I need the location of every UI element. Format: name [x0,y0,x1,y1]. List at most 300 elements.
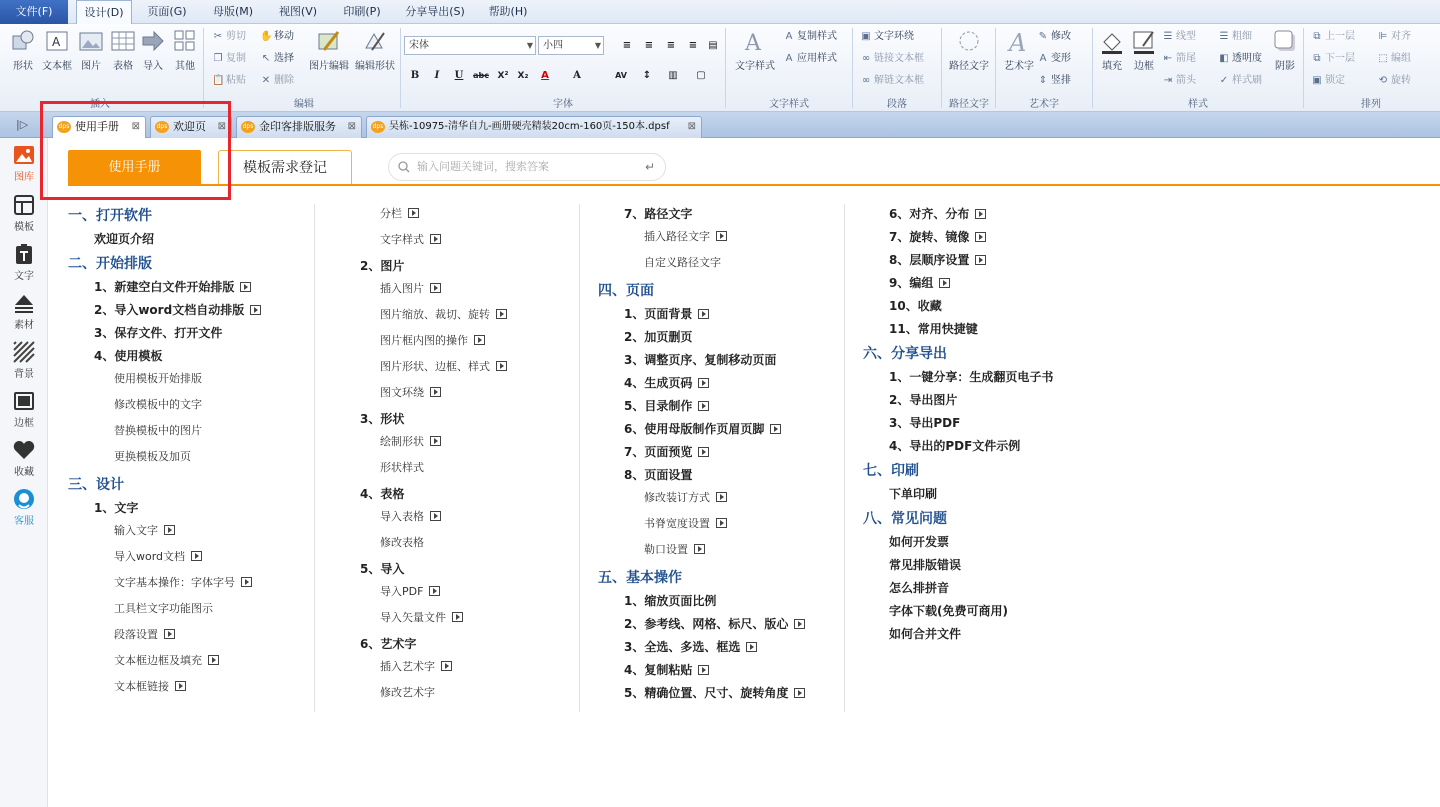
art-text-button[interactable]: A 艺术字 [1004,29,1034,72]
manual-link[interactable] [360,258,404,274]
cut-button[interactable]: ✂ 剪切 [212,28,246,46]
manual-link[interactable] [114,423,202,439]
manual-link[interactable] [624,352,776,368]
manual-link[interactable] [889,392,957,408]
image-edit-button[interactable]: 图片编辑 [306,28,352,72]
manual-link[interactable] [380,307,507,323]
video-play-icon[interactable] [975,209,986,219]
collapse-panel-icon[interactable]: |▷ [16,118,29,131]
brush-icon: ✓ [1219,75,1229,86]
manual-link-label: 4、复制粘贴 [624,663,693,677]
font-color-icon[interactable]: A [541,70,549,81]
section-heading[interactable] [598,568,682,588]
insert-table-label: 表格 [113,61,133,72]
manual-link[interactable] [94,348,162,364]
delete-button[interactable]: ✕ 删除 [260,72,294,90]
manual-link[interactable] [114,601,213,617]
distribute-icon[interactable]: ▤ [708,40,718,51]
copy-button[interactable]: ❐ 复制 [212,50,246,68]
video-play-icon[interactable] [794,619,805,629]
columns-icon[interactable]: ▥ [668,70,678,81]
manual-link-label: 插入路径文字 [644,230,710,243]
video-play-icon[interactable] [698,309,709,319]
ribbon-group-insert [0,24,200,112]
manual-link[interactable] [644,542,705,558]
ribbon-separator [725,28,726,108]
manual-link[interactable] [380,281,441,297]
rotate-button[interactable]: ⟲ 旋转 [1377,72,1411,90]
manual-link[interactable] [380,685,435,701]
manual-link[interactable] [114,627,175,643]
gallery-icon [13,144,35,166]
video-play-icon[interactable] [191,551,202,561]
menu-design[interactable]: 设计(D) [76,0,132,25]
path-text-button[interactable]: 路径文字 [945,28,993,72]
shadow-button[interactable]: 阴影 [1270,28,1300,72]
video-play-icon[interactable] [496,309,507,319]
video-play-icon[interactable] [698,401,709,411]
video-play-icon[interactable] [240,282,251,292]
menu-master[interactable]: 母版(M) [212,5,254,18]
sidebar-item-customer-service[interactable]: 客服 [0,488,48,527]
underline-icon[interactable]: U [454,70,464,81]
bring-forward-button[interactable]: ⧉ 上一层 [1311,28,1355,46]
manual-link[interactable] [380,659,452,675]
sidebar-item-material[interactable]: 素材 [0,292,48,331]
video-play-icon[interactable] [175,681,186,691]
ribbon-separator [203,28,204,108]
line-type-icon: ☰ [1163,31,1173,42]
search-input[interactable] [388,153,666,181]
video-play-icon[interactable] [716,492,727,502]
ribbon-group-paragraph [854,24,940,112]
video-play-icon[interactable] [452,612,463,622]
manual-link-label: 输入文字 [114,524,158,537]
path-text-icon [956,28,982,54]
manual-link[interactable] [624,444,709,460]
insert-other-label: 其他 [175,61,195,72]
manual-link-label: 修改表格 [380,536,424,549]
video-play-icon[interactable] [429,586,440,596]
vertical-text-icon: ⇕ [1038,75,1048,86]
manual-link[interactable] [889,298,942,314]
manual-link[interactable] [114,523,175,539]
customer-service-icon [13,488,35,510]
section-heading[interactable] [68,254,152,274]
sidebar-item-favorites[interactable]: 收藏 [0,439,48,478]
manual-link[interactable] [380,333,485,349]
text-tool-icon [13,243,35,265]
video-play-icon[interactable] [975,232,986,242]
send-backward-button[interactable]: ⧉ 下一层 [1311,50,1355,68]
insert-import-label: 导入 [143,61,163,72]
style-brush-button[interactable]: ✓ 样式刷 [1218,72,1262,90]
tab-user-manual[interactable]: 使用手册 [68,150,201,185]
manual-link[interactable] [380,460,424,476]
insert-other-button[interactable] [168,28,202,72]
manual-link-label: 三、设计 [68,477,124,493]
manual-link-label: 修改装订方式 [644,491,710,504]
video-play-icon[interactable] [698,447,709,457]
char-spacing-icon[interactable]: AV [615,71,627,80]
doc-tab-project[interactable]: dps 吴栋-10975-清华自九-画册硬壳精装20cm-160页-150本.dpsf ⊠ [366,116,702,138]
manual-link[interactable] [889,229,986,245]
edit-icon: ✎ [1038,31,1048,42]
apply-style-button[interactable]: A 应用样式 [783,50,837,68]
manual-link[interactable] [889,415,960,431]
insert-image-button[interactable] [74,28,108,72]
manual-link[interactable] [114,575,252,591]
vertical-text-button[interactable]: ⇕ 竖排 [1037,72,1071,90]
manual-link[interactable] [624,616,805,632]
manual-link[interactable] [624,685,805,701]
manual-link-label: 图文环绕 [380,386,424,399]
manual-link[interactable] [380,610,463,626]
manual-link[interactable] [114,549,202,565]
apply-style-icon: A [785,53,793,64]
section-heading[interactable] [863,461,919,481]
align-center-icon[interactable]: ≡ [644,40,654,51]
layer-down-icon: ⧉ [1313,53,1321,64]
menu-view[interactable]: 视图(V) [278,5,318,18]
ribbon-separator [852,28,853,108]
manual-link[interactable] [889,252,986,268]
manual-link-label: 6、对齐、分布 [889,207,970,221]
manual-link[interactable] [624,639,757,655]
arrow-tail-button[interactable]: ⇤ 箭尾 [1162,50,1196,68]
transform-icon: A [1039,53,1047,64]
thickness-icon: ☰ [1219,31,1229,42]
manual-link-label: 11、常用快捷键 [889,322,978,336]
video-play-icon[interactable] [430,234,441,244]
menu-page[interactable]: 页面(G) [147,5,187,18]
menu-print[interactable]: 印刷(P) [343,5,381,18]
video-play-icon[interactable] [164,629,175,639]
manual-link-label: 段落设置 [114,628,158,641]
menu-help[interactable]: 帮助(H) [488,5,528,18]
manual-link[interactable] [624,593,716,609]
section-heading[interactable] [863,344,947,364]
manual-link-label: 插入艺术字 [380,660,435,673]
menu-file[interactable]: 文件(F) [0,0,68,24]
select-button[interactable]: ↖ 选择 [260,50,294,68]
manual-link-label: 图片框内图的操作 [380,334,468,347]
video-play-icon[interactable] [770,424,781,434]
manual-link[interactable] [624,375,709,391]
manual-link[interactable] [889,321,978,337]
clear-format-icon[interactable]: ▢ [696,70,706,81]
edit-shape-button[interactable]: 编辑形状 [352,28,398,72]
manual-link-label: 五、基本操作 [598,570,682,586]
lock-button[interactable]: ▣ 锁定 [1311,72,1345,90]
manual-link[interactable] [380,206,419,222]
manual-link[interactable] [889,369,1053,385]
font-size-select[interactable]: 小四 ▼ [538,36,604,55]
manual-link-label: 6、使用母版制作页眉页脚 [624,422,765,436]
ribbon-group-edit [206,24,402,112]
text-style-button[interactable]: A 文字样式 [731,28,779,72]
justify-icon[interactable]: ≡ [688,40,698,51]
paste-button[interactable]: 📋 粘贴 [212,72,246,90]
video-play-icon[interactable] [430,387,441,397]
manual-link[interactable] [114,679,186,695]
manual-link[interactable] [624,306,709,322]
text-style-icon [742,28,768,54]
menubar [0,0,1440,24]
manual-link-label: 工具栏文字功能图示 [114,602,213,615]
enter-icon[interactable]: ↵ [644,160,655,174]
manual-link[interactable] [360,561,404,577]
manual-link[interactable] [94,325,222,341]
manual-link[interactable] [889,603,1008,619]
line-spacing-icon[interactable]: ↕ [642,70,652,81]
transparency-button[interactable]: ◧ 透明度 [1218,50,1262,68]
group-label-paragraph: 段落 [887,99,907,110]
border-button[interactable]: 边框 [1128,28,1160,72]
manual-link[interactable] [114,397,202,413]
copy-style-button[interactable]: A 复制样式 [783,28,837,46]
manual-link-label: 欢迎页介绍 [94,232,155,246]
manual-link-label: 如何开发票 [889,535,950,549]
video-play-icon[interactable] [441,661,452,671]
manual-link-label: 2、导出图片 [889,393,958,407]
manual-link-label: 插入图片 [380,282,424,295]
hand-icon: ✋ [260,31,273,42]
video-play-icon[interactable] [430,436,441,446]
manual-link[interactable] [624,398,709,414]
edit-shape-icon [362,28,388,54]
left-sidebar [0,138,48,807]
manual-link[interactable] [624,467,692,483]
manual-link-label: 1、页面背景 [624,307,693,321]
manual-link[interactable] [380,232,441,248]
sidebar-item-border[interactable]: 边框 [0,390,48,429]
unlink-icon: ∞ [861,75,871,86]
manual-link[interactable] [889,206,986,222]
section-heading[interactable] [598,281,654,301]
heart-icon [13,439,35,461]
chevron-down-icon: ▼ [594,41,601,50]
video-play-icon[interactable] [208,655,219,665]
section-heading[interactable] [68,475,124,495]
manual-link[interactable] [94,231,154,247]
video-play-icon[interactable] [164,525,175,535]
video-play-icon[interactable] [716,518,727,528]
section-heading[interactable] [863,509,947,529]
doc-tab-welcome[interactable]: dps 欢迎页 ⊠ [150,116,232,138]
ribbon-toolbar [0,24,1440,112]
group-button[interactable]: ⬚ 编组 [1377,50,1411,68]
doc-tab-manual[interactable]: dps 使用手册 ⊠ [52,116,146,139]
video-play-icon[interactable] [939,278,950,288]
background-icon [13,341,35,363]
manual-link[interactable] [94,279,251,295]
ribbon-separator [941,28,942,108]
video-play-icon[interactable] [698,378,709,388]
close-icon[interactable]: ⊠ [347,121,356,132]
manual-link-label: 2、导入word文档自动排版 [94,303,245,317]
art-transform-button[interactable]: A 变形 [1037,50,1071,68]
ribbon-group-path-text [943,24,995,112]
insert-import-button[interactable] [136,28,170,72]
manual-link[interactable] [889,486,937,502]
manual-link[interactable] [624,206,692,222]
unlink-textbox-button[interactable]: ∞ 解链文本框 [860,72,924,90]
document-icon: dps [241,121,255,133]
thickness-button[interactable]: ☰ 粗细 [1218,28,1252,46]
paint-bucket-icon [1099,28,1125,54]
manual-link[interactable] [360,411,404,427]
document-icon: dps [57,121,71,133]
group-label-font: 字体 [553,99,573,110]
manual-link[interactable] [889,275,950,291]
align-right-icon[interactable]: ≡ [666,40,676,51]
manual-link[interactable] [380,359,507,375]
manual-link[interactable] [889,557,961,573]
manual-link[interactable] [889,438,1020,454]
align-left-icon[interactable]: ≡ [622,40,632,51]
video-play-icon[interactable] [496,361,507,371]
close-icon[interactable]: ⊠ [687,121,696,132]
manual-link[interactable] [889,580,949,596]
manual-link-label: 1、新建空白文件开始排版 [94,280,235,294]
video-play-icon[interactable] [746,642,757,652]
manual-link-label: 7、路径文字 [624,207,693,221]
manual-link-label: 2、图片 [360,259,405,273]
sidebar-item-text[interactable]: 文字 [0,243,48,282]
group-label-text-style: 文字样式 [769,99,809,110]
subscript-icon[interactable]: X₂ [517,71,529,81]
fill-button[interactable]: 填充 [1096,28,1128,72]
column-divider [314,204,315,712]
manual-link[interactable] [380,584,440,600]
strikethrough-icon[interactable]: abc [473,71,489,80]
font-size-grow-icon[interactable]: A [573,70,581,81]
manual-link-label: 文本框边框及填充 [114,654,202,667]
doc-tab-service[interactable]: dps 金印客排版服务 ⊠ [236,116,362,138]
delete-x-icon: ✕ [261,75,271,86]
search-placeholder: 输入问题关键词，搜索答案 [417,160,549,173]
bold-icon[interactable]: B [410,70,420,81]
insert-shape-button[interactable] [6,28,40,72]
manual-link[interactable] [624,421,781,437]
border-frame-icon [13,390,35,412]
clipboard-icon: 📋 [212,75,225,86]
manual-link[interactable] [380,434,441,450]
group-label-edit: 编辑 [294,99,314,110]
manual-link[interactable] [889,626,961,642]
section-heading[interactable] [68,206,152,226]
manual-link[interactable] [94,500,138,516]
superscript-icon[interactable]: X² [497,71,509,81]
link-textbox-button[interactable]: ∞ 链接文本框 [860,50,924,68]
manual-link[interactable] [380,535,424,551]
group-label-arrange: 排列 [1361,99,1381,110]
video-play-icon[interactable] [241,577,252,587]
manual-link-label: 3、全选、多选、框选 [624,640,741,654]
manual-link[interactable] [380,509,441,525]
sidebar-item-background[interactable]: 背景 [0,341,48,380]
ribbon-separator [400,28,401,108]
ribbon-group-art-text [997,24,1091,112]
video-play-icon[interactable] [430,511,441,521]
text-wrap-button[interactable]: ▣ 文字环绕 [860,28,914,46]
manual-link[interactable] [644,255,721,271]
manual-link-label: 文字基本操作：字体字号 [114,576,235,589]
tab-template-request[interactable]: 模板需求登记 [218,150,352,185]
manual-link-label: 4、导出的PDF文件示例 [889,439,1021,453]
video-play-icon[interactable] [716,231,727,241]
art-modify-button[interactable]: ✎ 修改 [1037,28,1071,46]
ribbon-separator [1303,28,1304,108]
arrow-head-button[interactable]: ⇥ 箭头 [1162,72,1196,90]
art-text-icon [1006,28,1032,54]
insert-table-button[interactable] [106,28,140,72]
rotate-icon: ⟲ [1378,75,1388,86]
manual-link[interactable] [644,516,727,532]
manual-link[interactable] [624,329,692,345]
column-divider [579,204,580,712]
video-play-icon[interactable] [408,208,419,218]
layer-up-icon: ⧉ [1313,31,1321,42]
manual-link[interactable] [114,653,219,669]
manual-link[interactable] [889,534,949,550]
video-play-icon[interactable] [794,688,805,698]
close-icon[interactable]: ⊠ [131,121,140,132]
line-type-button[interactable]: ☰ 线型 [1162,28,1196,46]
manual-link[interactable] [114,371,202,387]
manual-link[interactable] [644,229,727,245]
video-play-icon[interactable] [975,255,986,265]
video-play-icon[interactable] [430,283,441,293]
manual-link-label: 2、加页删页 [624,330,693,344]
manual-link-label: 9、编组 [889,276,934,290]
manual-link[interactable] [624,662,709,678]
italic-icon[interactable]: I [434,70,440,81]
manual-link-label: 1、文字 [94,501,139,515]
manual-link-label: 10、收藏 [889,299,942,313]
video-play-icon[interactable] [698,665,709,675]
video-play-icon[interactable] [250,305,261,315]
menu-share-export[interactable]: 分享导出(S) [405,5,465,18]
manual-link[interactable] [644,490,727,506]
manual-link[interactable] [114,449,191,465]
font-name-select[interactable]: 宋体 ▼ [404,36,536,55]
video-play-icon[interactable] [694,544,705,554]
manual-link-label: 4、生成页码 [624,376,693,390]
manual-link[interactable] [380,385,441,401]
manual-link-label: 导入矢量文件 [380,611,446,624]
insert-textbox-label: 文本框 [42,61,72,72]
insert-textbox-button[interactable] [40,28,74,72]
move-button[interactable]: ✋ 移动 [260,28,294,46]
textbox-icon [44,28,70,54]
manual-link-label: 8、页面设置 [624,468,693,482]
manual-link-label: 3、形状 [360,412,405,426]
manual-link-label: 3、保存文件、打开文件 [94,326,223,340]
manual-link[interactable] [94,302,261,318]
manual-link-label: 八、常见问题 [863,511,947,527]
chevron-down-icon: ▼ [526,41,533,50]
manual-link[interactable] [360,636,416,652]
manual-link[interactable] [360,486,404,502]
align-button[interactable]: ⊫ 对齐 [1377,28,1411,46]
close-icon[interactable]: ⊠ [217,121,226,132]
video-play-icon[interactable] [474,335,485,345]
manual-link-label: 更换模板及加页 [114,450,191,463]
sidebar-item-gallery[interactable]: 图库 [0,144,48,183]
sidebar-item-template[interactable]: 模板 [0,194,48,233]
